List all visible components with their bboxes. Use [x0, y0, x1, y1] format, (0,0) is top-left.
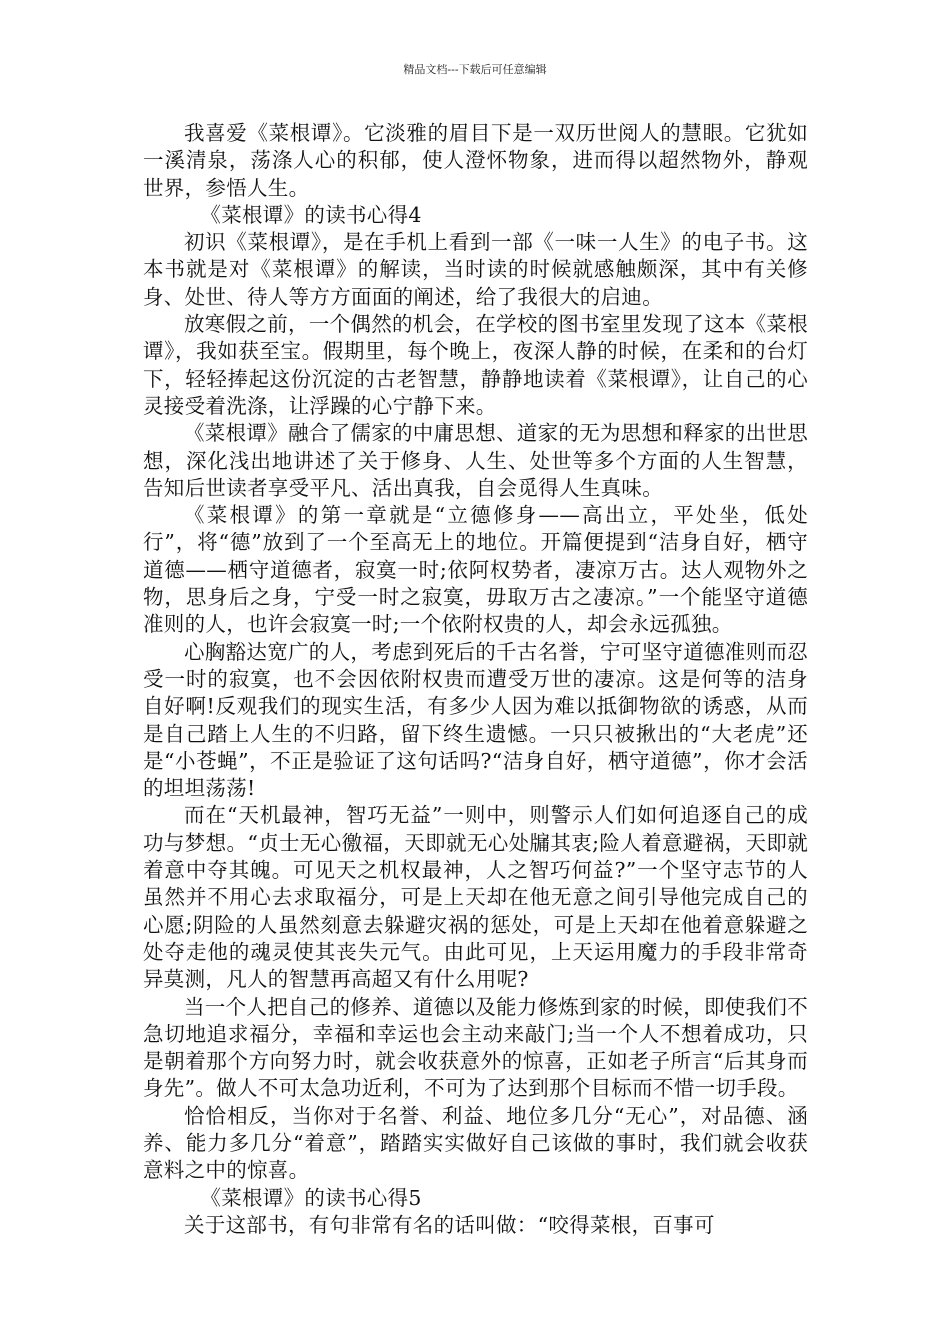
paragraph: 而在“天机最神，智巧无益”一则中，则警示人们如何追逐自己的成功与梦想。“贞士无心徼福，天即就无心处牖其衷;险人着意避祸，天即就着意中夺其魄。可见天之机权最神，人之智巧何益?”一个坚守志节的人虽然并不用心去求取福分，可是上天却在他无意之间引导他完成自己的心愿;阴险的人虽然刻意去躲避灾祸的惩处，可是上天却在他着意躲避之处夺走他的魂灵使其丧失元气。由此可见，上天运用魔力的手段非常奇异莫测，凡人的智慧再高超又有什么用呢?: [143, 803, 808, 992]
paragraph: 心胸豁达宽广的人，考虑到死后的千古名誉，宁可坚守道德准则而忍受一时的寂寞，也不会因依附权贵而遭受万世的凄凉。这是何等的洁身自好啊!反观我们的现实生活，有多少人因为难以抵御物欲的诱惑，从而是自己踏上人生的不归路，留下终生遗憾。一只只被揪出的“大老虎”还是“小苍蝇”，不正是验证了这句话吗?“洁身自好，栖守道德”，你才会活的坦坦荡荡!: [143, 639, 808, 801]
section-heading: 《菜根谭》的读书心得4: [200, 202, 422, 227]
paragraph: 放寒假之前，一个偶然的机会，在学校的图书室里发现了这本《菜根谭》，我如获至宝。假期里，每个晚上，夜深人静的时候，在柔和的台灯下，轻轻捧起这份沉淀的古老智慧，静静地读着《菜根谭》，让自己的心灵接受着洗涤，让浮躁的心宁静下来。: [143, 312, 808, 418]
paragraph: 《菜根谭》的第一章就是“立德修身——高出立，平处坐，低处行”，将“德”放到了一个至高无上的地位。开篇便提到“洁身自好，栖守道德——栖守道德者，寂寞一时;依阿权势者，凄凉万古。达人观物外之物，思身后之身，宁受一时之寂寞，毋取万古之凄凉。”一个能坚守道德准则的人，也许会寂寞一时;一个依附权贵的人，却会永远孤独。: [143, 503, 808, 637]
paragraph: 关于这部书，有句非常有名的话叫做：“咬得菜根，百事可: [184, 1212, 715, 1237]
paragraph: 初识《菜根谭》，是在手机上看到一部《一味一人生》的电子书。这本书就是对《菜根谭》的解读，当时读的时候就感触颇深，其中有关修身、处世、待人等方方面面的阐述，给了我很大的启迪。: [143, 230, 808, 309]
paragraph: 恰恰相反，当你对于名誉、利益、地位多几分“无心”，对品德、涵养、能力多几分“着意”，踏踏实实做好自己该做的事时，我们就会收获意料之中的惊喜。: [143, 1103, 808, 1183]
section-heading: 《菜根谭》的读书心得5: [200, 1185, 422, 1210]
paragraph: 当一个人把自己的修养、道德以及能力修炼到家的时候，即使我们不急切地追求福分，幸福和幸运也会主动来敲门;当一个人不想着成功，只是朝着那个方向努力时，就会收获意外的惊喜，正如老子所言“后其身而身先”。做人不可太急功近利，不可为了达到那个目标而不惜一切手段。: [143, 994, 808, 1101]
page-header: 精品文档---下载后可任意编辑: [403, 63, 547, 76]
document-body: [143, 120, 808, 1239]
paragraph: 我喜爱《菜根谭》。它淡雅的眉目下是一双历世阅人的慧眼。它犹如一溪清泉，荡涤人心的积郁，使人澄怀物象，进而得以超然物外，静观世界，参悟人生。: [143, 121, 808, 200]
paragraph: 《菜根谭》融合了儒家的中庸思想、道家的无为思想和释家的出世思想，深化浅出地讲述了关于修身、人生、处世等多个方面的人生智慧，告知后世读者享受平凡、活出真我，自会觅得人生真味。: [143, 421, 808, 500]
